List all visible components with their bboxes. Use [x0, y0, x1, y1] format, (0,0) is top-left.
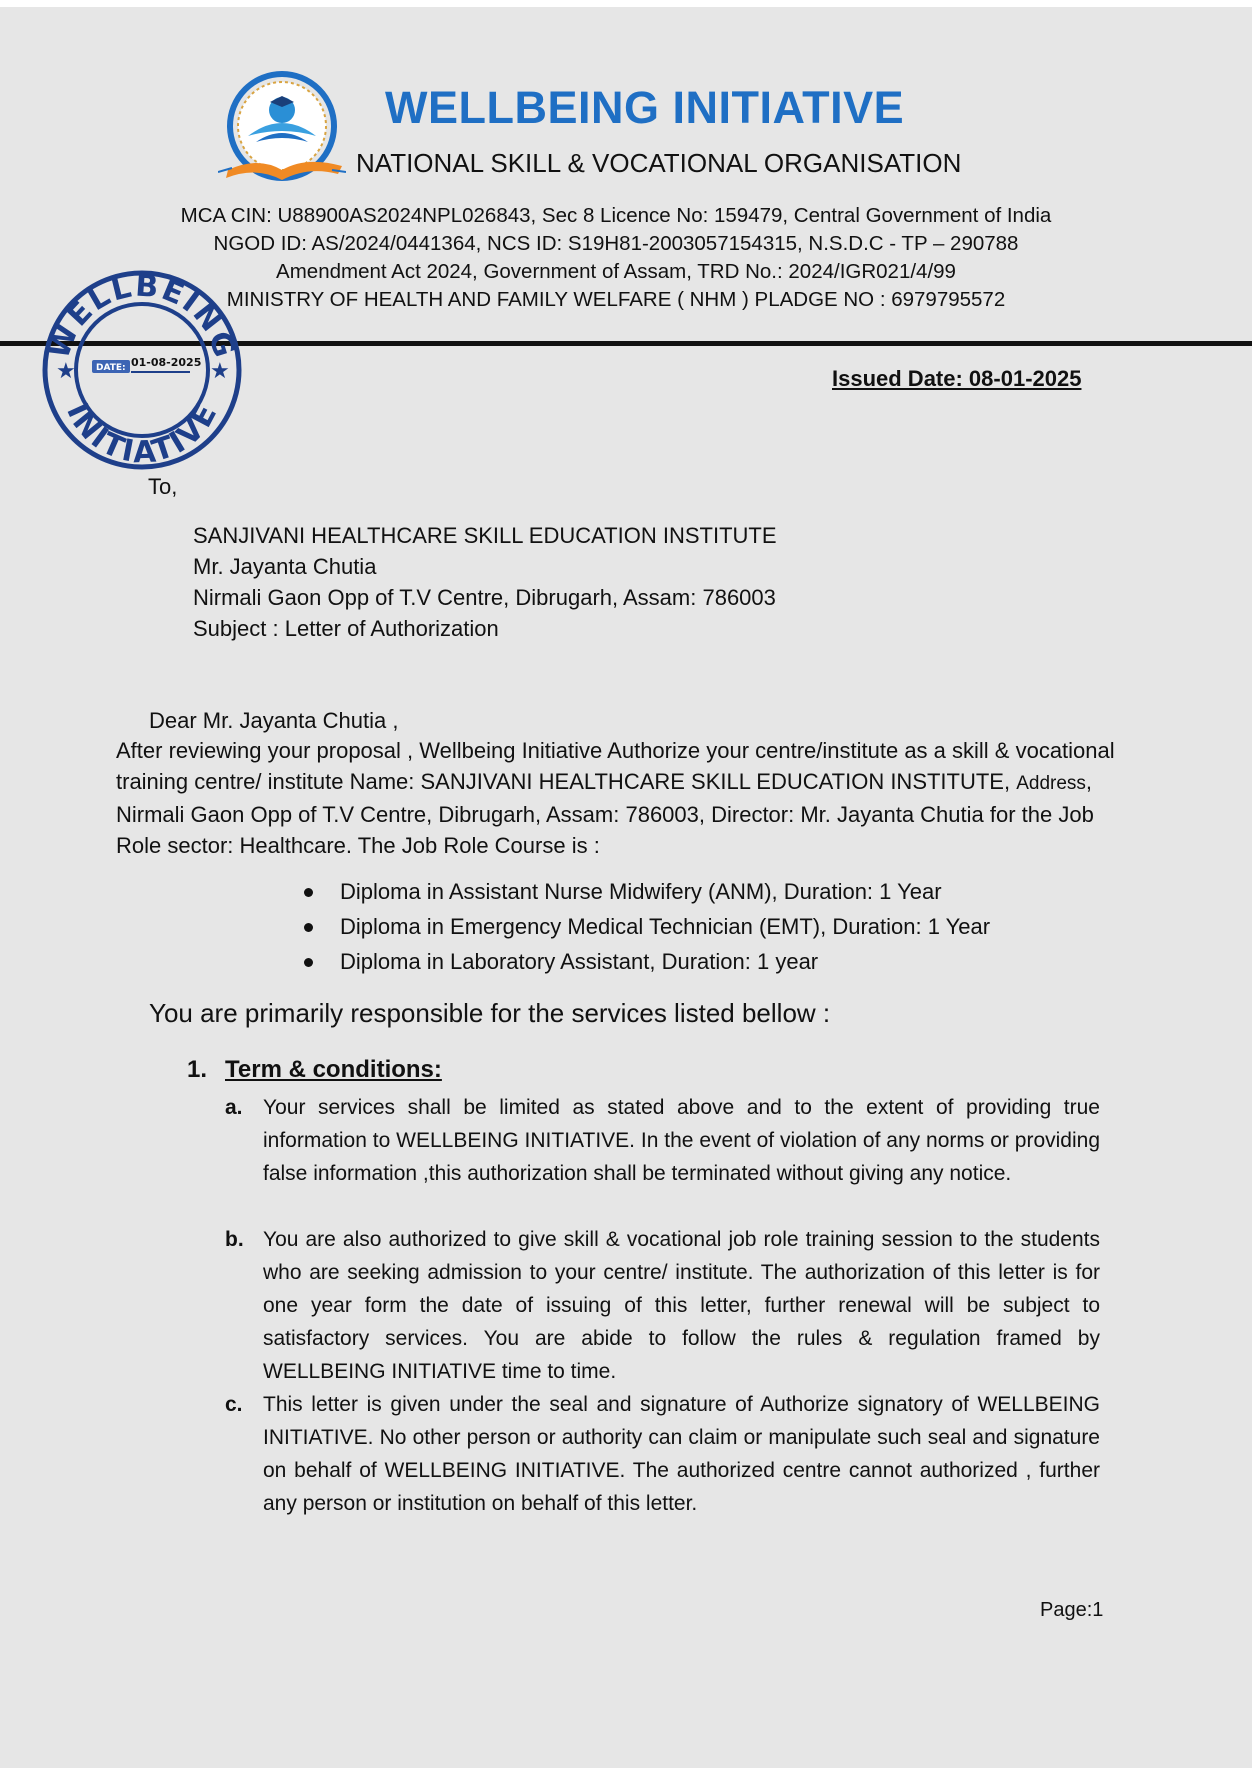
body-text-end: , Nirmali Gaon Opp of T.V Centre, Dibrugarh, Assam: 786003, Director: Mr. Jayanta Chutia for the Job Role sector: Healthcare. The Job Role Course is :	[116, 769, 1094, 858]
section-heading: Term & conditions:	[225, 1056, 442, 1083]
course-name: Diploma in Emergency Medical Technician (EMT), Duration: 1 Year	[340, 914, 991, 939]
registration-line: MCA CIN: U88900AS2024NPL026843, Sec 8 Licence No: 159479, Central Government of India	[180, 204, 1052, 227]
clause-c	[225, 1388, 1100, 1520]
body-paragraph	[116, 735, 1128, 861]
official-seal	[40, 270, 245, 470]
recipient-institute: SANJIVANI HEALTHCARE SKILL EDUCATION INSTITUTE	[193, 523, 777, 548]
course-name: Diploma in Laboratory Assistant, Duration: 1 year	[340, 949, 819, 974]
svg-text:WELLBEING	[41, 270, 242, 363]
clause-a	[225, 1091, 1100, 1190]
salutation: Dear Mr. Jayanta Chutia ,	[149, 708, 399, 733]
registration-line: MINISTRY OF HEALTH AND FAMILY WELFARE ( NHM ) PLADGE NO : 6979795572	[226, 288, 1006, 311]
list-item	[340, 912, 990, 947]
course-name: Diploma in Assistant Nurse Midwifery (ANM), Duration: 1 Year	[340, 879, 942, 904]
body-address-word: Address	[1016, 773, 1086, 794]
recipient-person: Mr. Jayanta Chutia	[193, 554, 377, 579]
seal-date-value: 01-08-2025	[131, 356, 202, 369]
course-list	[340, 877, 990, 982]
responsibility-intro: You are primarily responsible for the services listed bellow :	[149, 998, 831, 1028]
organisation-subtitle: NATIONAL SKILL & VOCATIONAL ORGANISATION	[356, 148, 962, 178]
list-item	[340, 947, 990, 982]
section-number: 1.	[187, 1056, 208, 1083]
seal-bottom-text: INITIATIVE	[59, 396, 226, 470]
seal-top-text: WELLBEING	[41, 270, 243, 364]
clause-text: You are also authorized to give skill & vocational job role training session to the students who are seeking admission to your centre/ institute. The authorization of this letter is for one year form the date of issuing of this letter, further renewal will be subject to satisfactory services. You are abide to follow the rules & regulation framed by WELLBEING INITIATIVE time to time.	[263, 1228, 1100, 1383]
seal-date-label: DATE:	[96, 363, 126, 373]
clause-text: This letter is given under the seal and signature of Authorize signatory of WELLBEING INITIATIVE. No other person or authority can claim or manipulate such seal and signature on behalf of WELLBEING INITIATIVE. The authorized centre cannot authorized , further any person or institution on behalf of this letter.	[263, 1393, 1100, 1515]
to-label: To,	[148, 474, 178, 499]
registration-line: NGOD ID: AS/2024/0441364, NCS ID: S19H81-2003057154315, N.S.D.C - TP – 290788	[213, 232, 1019, 255]
star-icon: ★	[56, 358, 76, 383]
clause-text: Your services shall be limited as stated above and to the extent of providing true information to WELLBEING INITIATIVE. In the event of violation of any norms or providing false information ,this authorization shall be terminated without giving any notice.	[263, 1096, 1100, 1185]
body-text-start: After reviewing your proposal , Wellbeing Initiative Authorize your centre/institute as a skill & vocational training centre/ institute Name: SANJIVANI HEALTHCARE SKILL EDUCATION INSTITUTE,	[116, 738, 1115, 794]
page-number: Page:1	[1040, 1599, 1104, 1621]
list-item	[340, 877, 990, 912]
clause-b	[225, 1223, 1100, 1388]
bullet-icon	[304, 958, 313, 967]
organisation-logo	[218, 70, 346, 190]
svg-text:INITIATIVE	[59, 397, 225, 470]
bullet-icon	[304, 923, 313, 932]
clause-label: b.	[225, 1228, 244, 1251]
clause-label: c.	[225, 1393, 243, 1416]
organisation-title: WELLBEING INITIATIVE	[385, 82, 905, 133]
registration-line: Amendment Act 2024, Government of Assam, TRD No.: 2024/IGR021/4/99	[276, 260, 956, 283]
recipient-address: Nirmali Gaon Opp of T.V Centre, Dibrugarh, Assam: 786003	[193, 585, 776, 610]
bullet-icon	[304, 888, 313, 897]
issued-date: Issued Date: 08-01-2025	[832, 366, 1082, 391]
star-icon: ★	[210, 358, 230, 383]
clause-label: a.	[225, 1096, 243, 1119]
letter-subject: Subject : Letter of Authorization	[193, 616, 499, 641]
